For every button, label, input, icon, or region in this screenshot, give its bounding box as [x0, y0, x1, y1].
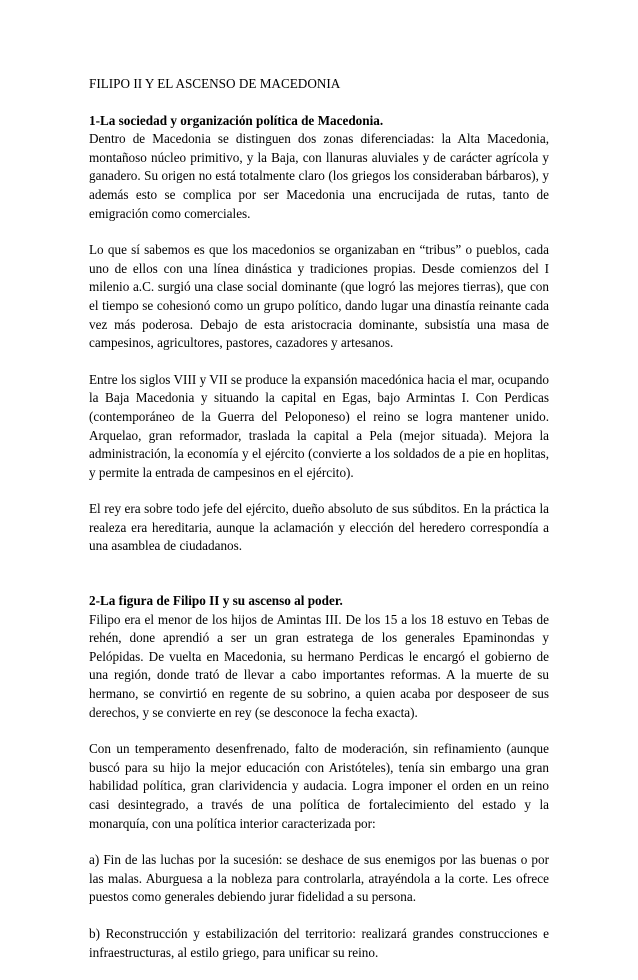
document-body [89, 75, 549, 980]
paragraph: Con un temperamento desenfrenado, falto de moderación, sin refinamiento (aunque buscó para su hijo la mejor educación con Aristóteles), tenía sin embargo una gran habilidad política, gran clarividencia y audacia. Logra imponer el orden en un reino casi desintegrado, a través de una política de fortalecimiento del estado y la monarquía, con una política interior caracterizada por: [89, 741, 549, 831]
paragraph: Entre los siglos VIII y VII se produce la expansión macedónica hacia el mar, ocupando la Baja Macedonia y situando la capital en Egas, bajo Armintas I. Con Perdicas (contemporáneo de la Guerra del Peloponeso) el reino se logra mantener unido. Arquelao, gran reformador, traslada la capital a Pela (mejor situada). Mejora la administración, la economía y el ejército (convierte a los soldados de a pie en hoplitas, y permite la entrada de campesinos en el ejército). [89, 371, 549, 480]
paragraph: El rey era sobre todo jefe del ejército, dueño absoluto de sus súbditos. En la práctica la realeza era hereditaria, aunque la aclamación y elección del heredero correspondía a una asamblea de ciudadanos. [89, 501, 549, 554]
paragraph: b) Reconstrucción y estabilización del territorio: realizará grandes construcciones e infraestructuras, al estilo griego, para unificar su reino. [89, 925, 549, 960]
paragraph: Filipo era el menor de los hijos de Amintas III. De los 15 a los 18 estuvo en Tebas de rehén, done aprendió a ser un gran estratega de los generales Epaminondas y Pelópidas. De vuelta en Macedonia, su hermano Perdicas le encargó el gobierno de una región, donde trató de llevar a cabo importantes reformas. A la muerte de su hermano, se convirtió en regente de su sobrino, a quien acaba por desposeer de sus derechos, y se convierte en rey (se desconoce la fecha exacta). [89, 611, 549, 720]
section-sociedad-macedonia [89, 112, 549, 556]
paragraph: Lo que sí sabemos es que los macedonios se organizaban en “tribus” o pueblos, cada uno de ellos con una línea dinástica y tradiciones propias. Desde comienzos del I milenio a.C. surgió una clase social dominante (que logró las mejores tierras), que con el tiempo se cohesionó como un grupo político, dando lugar una dinastía reinante cada vez más poderosa. Debajo de esta aristocracia dominante, subsistía una masa de campesinos, agricultores, pastores, cazadores y artesanos. [89, 242, 549, 351]
section-spacer [89, 574, 549, 592]
paragraph: a) Fin de las luchas por la sucesión: se deshace de sus enemigos por las buenas o por las malas. Aburguesa a la nobleza para controlarla, atrayéndola a la corte. Les ofrece puestos como generales debiendo jurar fidelidad a su persona. [89, 852, 549, 905]
section-filipo-ascenso [89, 592, 549, 962]
document-title: FILIPO II Y EL ASCENSO DE MACEDONIA [89, 76, 341, 91]
section-heading: 2-La figura de Filipo II y su ascenso al poder. [89, 593, 343, 609]
section-heading: 1-La sociedad y organización política de Macedonia. [89, 112, 384, 128]
paragraph: Dentro de Macedonia se distinguen dos zonas diferenciadas: la Alta Macedonia, montañoso núcleo primitivo, y la Baja, con llanuras aluviales y de carácter agrícola y ganadero. Su origen no está totalmente claro (los griegos los consideraban bárbaros), y además esto se complica por ser Macedonia una encrucijada de rutas, tanto de emigración como comerciales. [89, 131, 549, 221]
